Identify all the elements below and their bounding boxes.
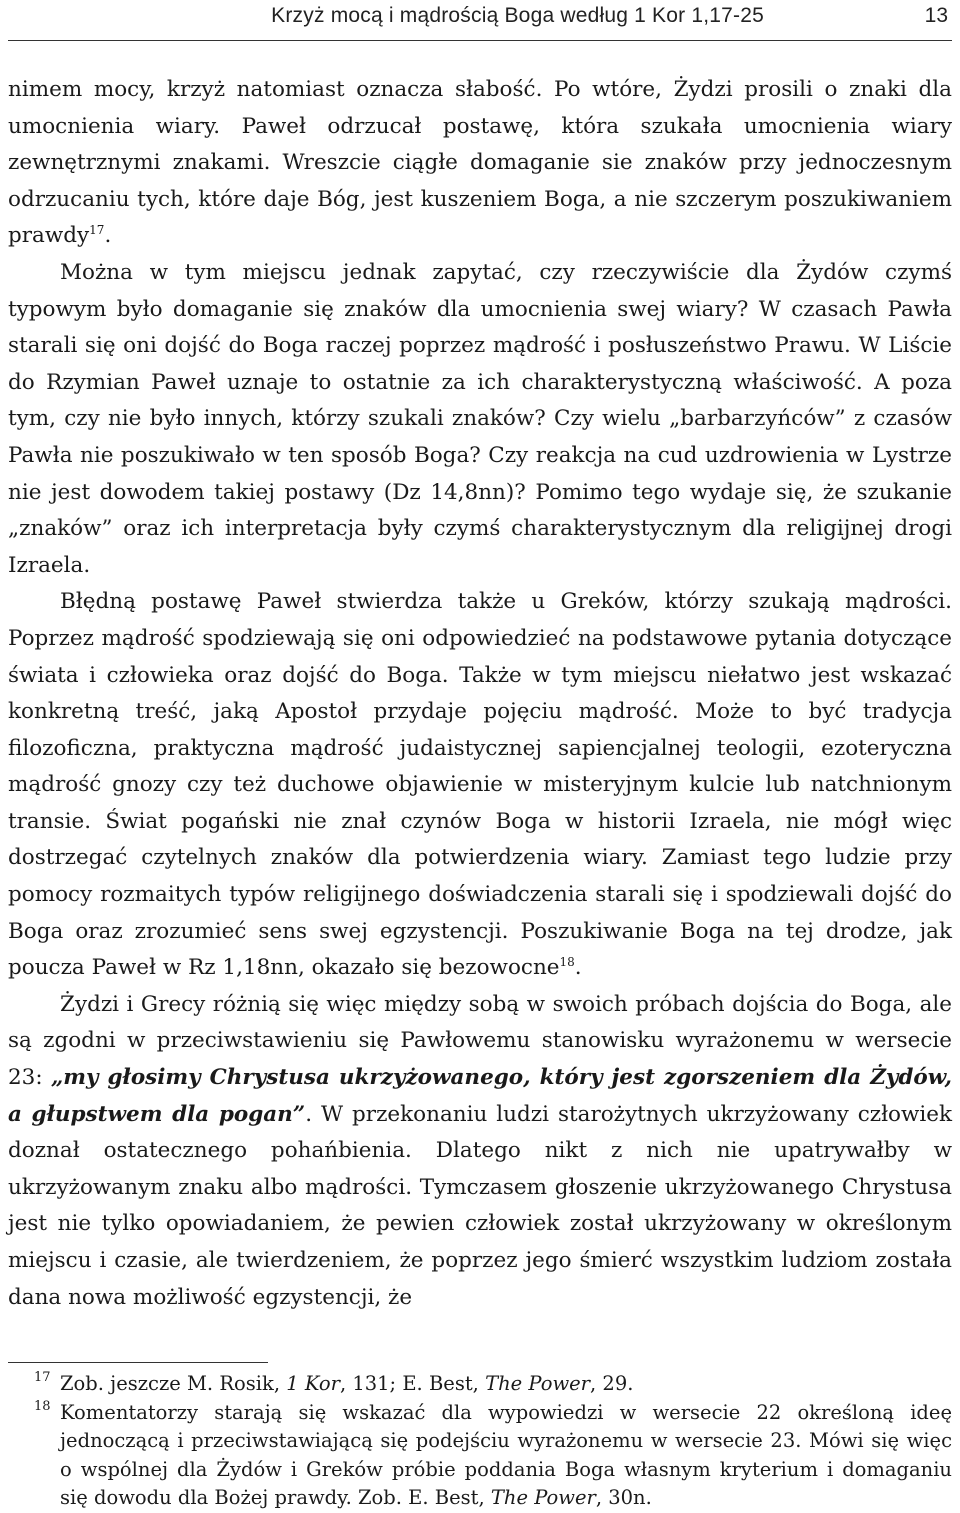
footnote-text: , 30n. [595, 1486, 652, 1509]
footnote-number: 17 [34, 1370, 51, 1385]
footnote-title: 1 Kor [286, 1372, 340, 1395]
header-rule [8, 40, 952, 41]
paragraph-4 [8, 987, 952, 1316]
footnote-17 [8, 1370, 952, 1399]
footnote-title: The Power [490, 1486, 596, 1509]
body-text [8, 72, 952, 1316]
footnote-rule [8, 1362, 268, 1363]
footnote-ref-17: 17 [89, 223, 105, 238]
paragraph-4-start: Żydzi i Grecy różnią się więc między sobą w swoich próbach dojścia do Boga, ale są zgodni w przeciwstawieniu się Pawłowemu stanowisku wyrażonemu w wersecie 23: [8, 991, 952, 1091]
footnotes [8, 1370, 952, 1513]
footnote-title: The Power [485, 1372, 591, 1395]
paragraph-4-end: . W przekonaniu ludzi starożytnych ukrzyżowany człowiek doznał ostatecznego pohańbienia. Dlatego nikt z nich nie upatrywałby w ukrzyżowanym znaku albo mądrości. Tymczasem głoszenie ukrzyżowanego Chrystusa jest nie tylko opowiadaniem, że pewien człowiek został ukrzyżowany w określonym miejscu i czasie, ale twierdzeniem, że poprzez jego śmierć wszystkim ludziom została dana nowa możliwość egzystencji, że [8, 1101, 953, 1310]
paragraph-1 [8, 72, 952, 255]
bible-quote: „my głosimy Chrystusa ukrzyżowanego, który jest zgorszeniem dla Żydów, a głupstwem dla pogan” [8, 1065, 953, 1127]
footnote-ref-18: 18 [559, 955, 575, 970]
paragraph-3 [8, 584, 952, 987]
footnote-number: 18 [34, 1398, 51, 1414]
running-title: Krzyż mocą i mądrością Boga według 1 Kor 1,17-25 [271, 4, 764, 27]
page-number: 13 [924, 4, 948, 27]
paragraph-1-text: nimem mocy, krzyż natomiast oznacza słabość. Po wtóre, Żydzi prosili o znaki dla umocnienia wiary. Paweł odrzucał postawę, która szukała umocnienia wiary zewnętrznymi znakami. Wreszcie ciągłe domaganie sie znaków przy jednoczesnym odrzucaniu tych, które daje Bóg, jest kuszeniem Boga, a nie szczerym poszukiwaniem prawdy [8, 77, 952, 249]
footnote-text: , 29. [590, 1372, 634, 1395]
page-header [8, 2, 952, 32]
footnote-text: Zob. jeszcze M. Rosik, [60, 1372, 287, 1395]
paragraph-3-end: . [574, 955, 582, 981]
footnote-text: Komentatorzy starają się wskazać dla wypowiedzi w wersecie 22 określoną ideę jednoczącą i przeciwstawiającą się podejściu wyrażonemu w wersecie 23. Mówi się więc o wspólnej dla Żydów i Greków próbie poddania Boga własnym kryterium i domaganiu się dowodu dla Bożej prawdy. Zob. E. Best, [60, 1400, 952, 1509]
paragraph-3-text: Błędną postawę Paweł stwierdza także u Greków, którzy szukają mądrości. Poprzez mądrość spodziewają się oni odpowiedzieć na podstawowe pytania dotyczące świata i człowieka oraz dojść do Boga. Także w tym miejscu niełatwo jest wskazać konkretną treść, jaką Apostoł przydaje pojęciu mądrość. Może to być tradycja filozoficzna, praktyczna mądrość judaistycznej sapiencjalnej teologii, ezoteryczna mądrość gnozy czy też duchowe objawienie w misteryjnym kulcie lub natchnionym transie. Świat pogański nie znał czynów Boga w historii Izraela, nie mógł więc dostrzegać czytelnych znaków dla potwierdzenia wiary. Zamiast tego ludzie przy pomocy rozmaitych typów religijnego doświadczenia starali się i spodziewali dojść do Boga oraz zrozumieć sens swej egzystencji. Poszukiwanie Boga na tej drodze, jak poucza Paweł w Rz 1,18nn, okazało się bezowocne [8, 589, 952, 981]
paragraph-2: Można w tym miejscu jednak zapytać, czy rzeczywiście dla Żydów czymś typowym było domaganie się znaków dla umocnienia swej wiary? W czasach Pawła starali się oni dojść do Boga raczej poprzez mądrość i posłuszeństwo Prawu. W Liście do Rzymian Paweł uznaje to ostatnie za ich charakterystyczną właściwość. A poza tym, czy nie było innych, którzy szukali znaków? Czy wielu „barbarzyńców” z czasów Pawła nie poszukiwało w ten sposób Boga? Czy reakcja na cud uzdrowienia w Lystrze nie jest dowodem takiej postawy (Dz 14,8nn)? Pomimo tego wydaje się, że szukanie „znaków” oraz ich interpretacja były czymś charakterystycznym dla religijnej drogi Izraela. [8, 259, 952, 578]
paragraph-1-end: . [104, 223, 112, 249]
footnote-18 [8, 1399, 952, 1513]
footnote-text: , 131; E. Best, [339, 1372, 486, 1395]
